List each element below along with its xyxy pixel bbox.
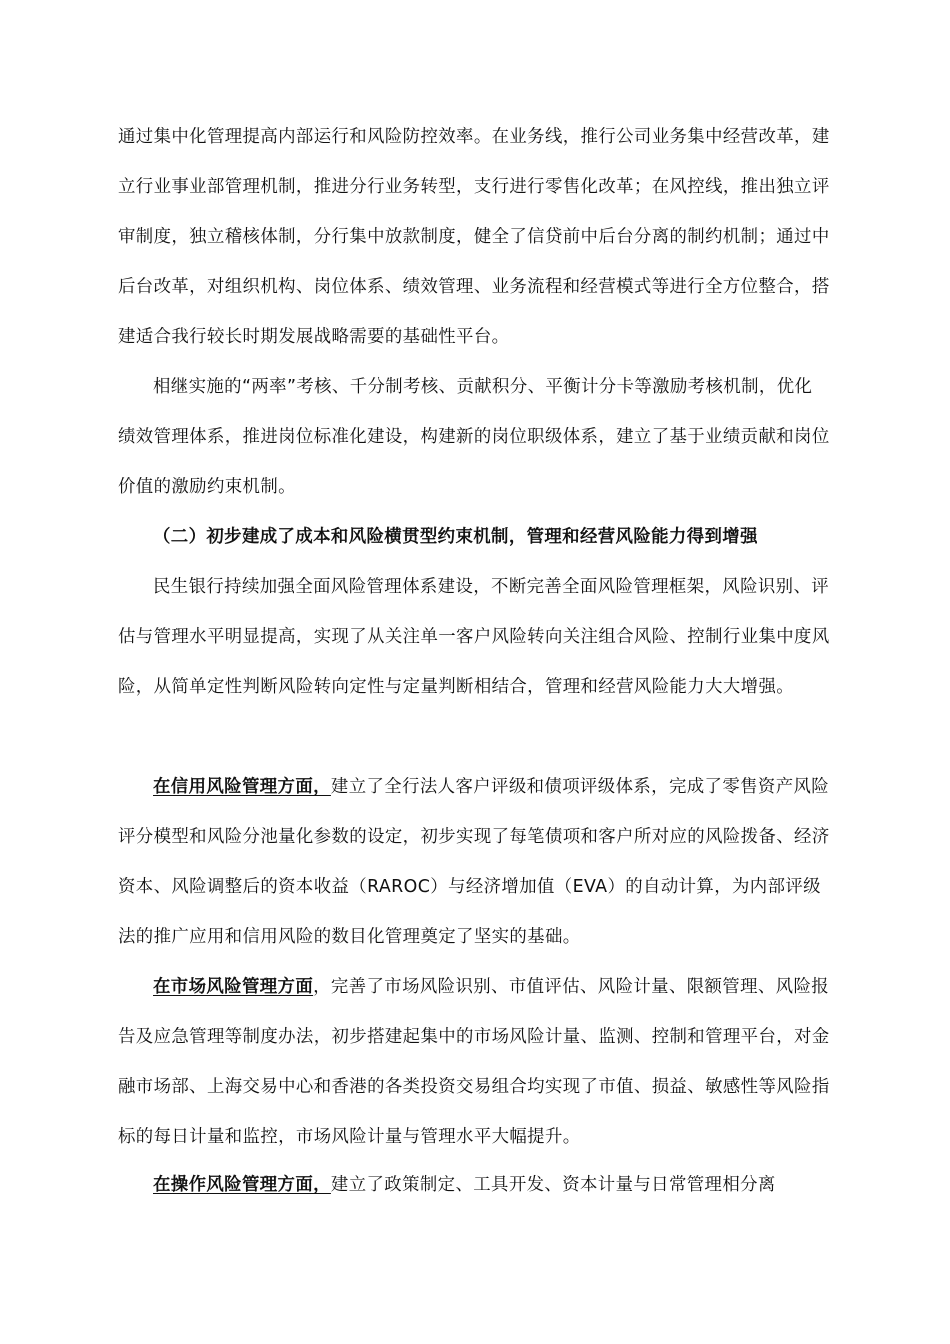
paragraph-risk-management-system: 民生银行持续加强全面风险管理体系建设，不断完善全面风险管理框架，风险识别、评估与管理水平明显提高，实现了从关注单一客户风险转向关注组合风险、控制行业集中度风险，从简单定性判断风险转向定性与定量判断相结合，管理和经营风险能力大大增强。 xyxy=(118,577,830,697)
credit-risk-lead: 在信用风险管理方面， xyxy=(153,777,331,797)
paragraph-incentive-mechanisms: 相继实施的“两率”考核、千分制考核、贡献积分、平衡计分卡等激励考核机制，优化绩效管理体系，推进岗位标准化建设，构建新的岗位职级体系，建立了基于业绩贡献和岗位价值的激励约束机制。 xyxy=(118,377,830,497)
section-heading-2: （二）初步建成了成本和风险横贯型约束机制，管理和经营风险能力得到增强 xyxy=(153,527,758,547)
paragraph-credit-risk xyxy=(118,762,830,962)
market-risk-lead: 在市场风险管理方面 xyxy=(153,977,314,997)
operational-risk-lead: 在操作风险管理方面， xyxy=(153,1175,331,1195)
credit-risk-body: 建立了全行法人客户评级和债项评级体系，完成了零售资产风险评分模型和风险分池量化参数的设定，初步实现了每笔债项和客户所对应的风险拨备、经济资本、风险调整后的资本收益（RAROC）与经济增加值（EVA）的自动计算，为内部评级法的推广应用和信用风险的数目化管理奠定了坚实的基础。 xyxy=(118,777,830,947)
paragraph-market-risk xyxy=(118,962,830,1162)
market-risk-body: ，完善了市场风险识别、市值评估、风险计量、限额管理、风险报告及应急管理等制度办法，初步搭建起集中的市场风险计量、监测、控制和管理平台，对金融市场部、上海交易中心和香港的各类投资交易组合均实现了市值、损益、敏感性等风险指标的每日计量和监控，市场风险计量与管理水平大幅提升。 xyxy=(118,977,830,1147)
paragraph-operational-risk xyxy=(118,1160,830,1210)
paragraph-centralized-management: 通过集中化管理提高内部运行和风险防控效率。在业务线，推行公司业务集中经营改革，建立行业事业部管理机制，推进分行业务转型，支行进行零售化改革；在风控线，推出独立评审制度，独立稽核体制，分行集中放款制度，健全了信贷前中后台分离的制约机制；通过中后台改革，对组织机构、岗位体系、绩效管理、业务流程和经营模式等进行全方位整合，搭建适合我行较长时期发展战略需要的基础性平台。 xyxy=(118,127,830,347)
operational-risk-body: 建立了政策制定、工具开发、资本计量与日常管理相分离 xyxy=(330,1175,776,1195)
